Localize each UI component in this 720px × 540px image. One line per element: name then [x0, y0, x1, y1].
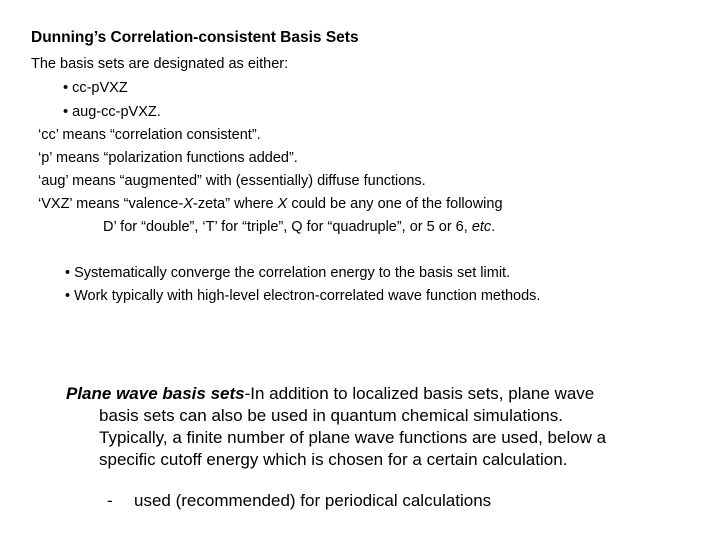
definition-aug: ‘aug’ means “augmented” with (essentially) diffuse functions.	[38, 173, 426, 189]
definition-p: ‘p’ means “polarization functions added”.	[38, 150, 298, 166]
definition-vxz	[38, 195, 503, 213]
definition-vxz-part: could be any one of the following	[287, 196, 503, 212]
definition-vxz-continued	[103, 218, 495, 236]
basis-set-bullet: • aug-cc-pVXZ.	[63, 104, 161, 120]
plane-wave-line: basis sets can also be used in quantum chemical simulations.	[99, 406, 563, 425]
plane-wave-paragraph	[66, 383, 706, 471]
definition-vxz-cont-part: D’ for “double”, ‘T’ for “triple”, Q for “quadruple”, or 5 or 6,	[103, 219, 472, 235]
plane-wave-line: specific cutoff energy which is chosen for a certain calculation.	[99, 450, 568, 469]
plane-wave-title: Plane wave basis sets	[66, 384, 245, 403]
dash-bullet: -	[107, 491, 113, 510]
definition-vxz-cont-etc: etc	[471, 219, 492, 235]
feature-bullet: • Systematically converge the correlation energy to the basis set limit.	[65, 265, 511, 281]
plane-wave-line: Typically, a finite number of plane wave functions are used, below a	[99, 428, 607, 447]
intro-text: The basis sets are designated as either:	[31, 56, 289, 72]
definition-vxz-var: X	[277, 196, 288, 212]
definition-vxz-var: X	[183, 196, 193, 212]
plane-wave-line	[66, 383, 706, 405]
plane-wave-text: -In addition to localized basis sets, plane wave	[244, 384, 595, 403]
definition-vxz-part: -zeta” where	[193, 196, 278, 212]
usage-item	[107, 490, 491, 512]
usage-text: used (recommended) for periodical calculations	[134, 491, 492, 510]
definition-vxz-cont-part: .	[491, 219, 496, 235]
definition-cc: ‘cc’ means “correlation consistent”.	[38, 127, 261, 143]
slide-title: Dunning’s Correlation-consistent Basis Sets	[31, 29, 359, 46]
basis-set-bullet: • cc-pVXZ	[63, 80, 128, 96]
feature-bullet: • Work typically with high-level electron-correlated wave function methods.	[65, 288, 541, 304]
definition-vxz-part: ‘VXZ’ means “valence-	[38, 196, 184, 212]
